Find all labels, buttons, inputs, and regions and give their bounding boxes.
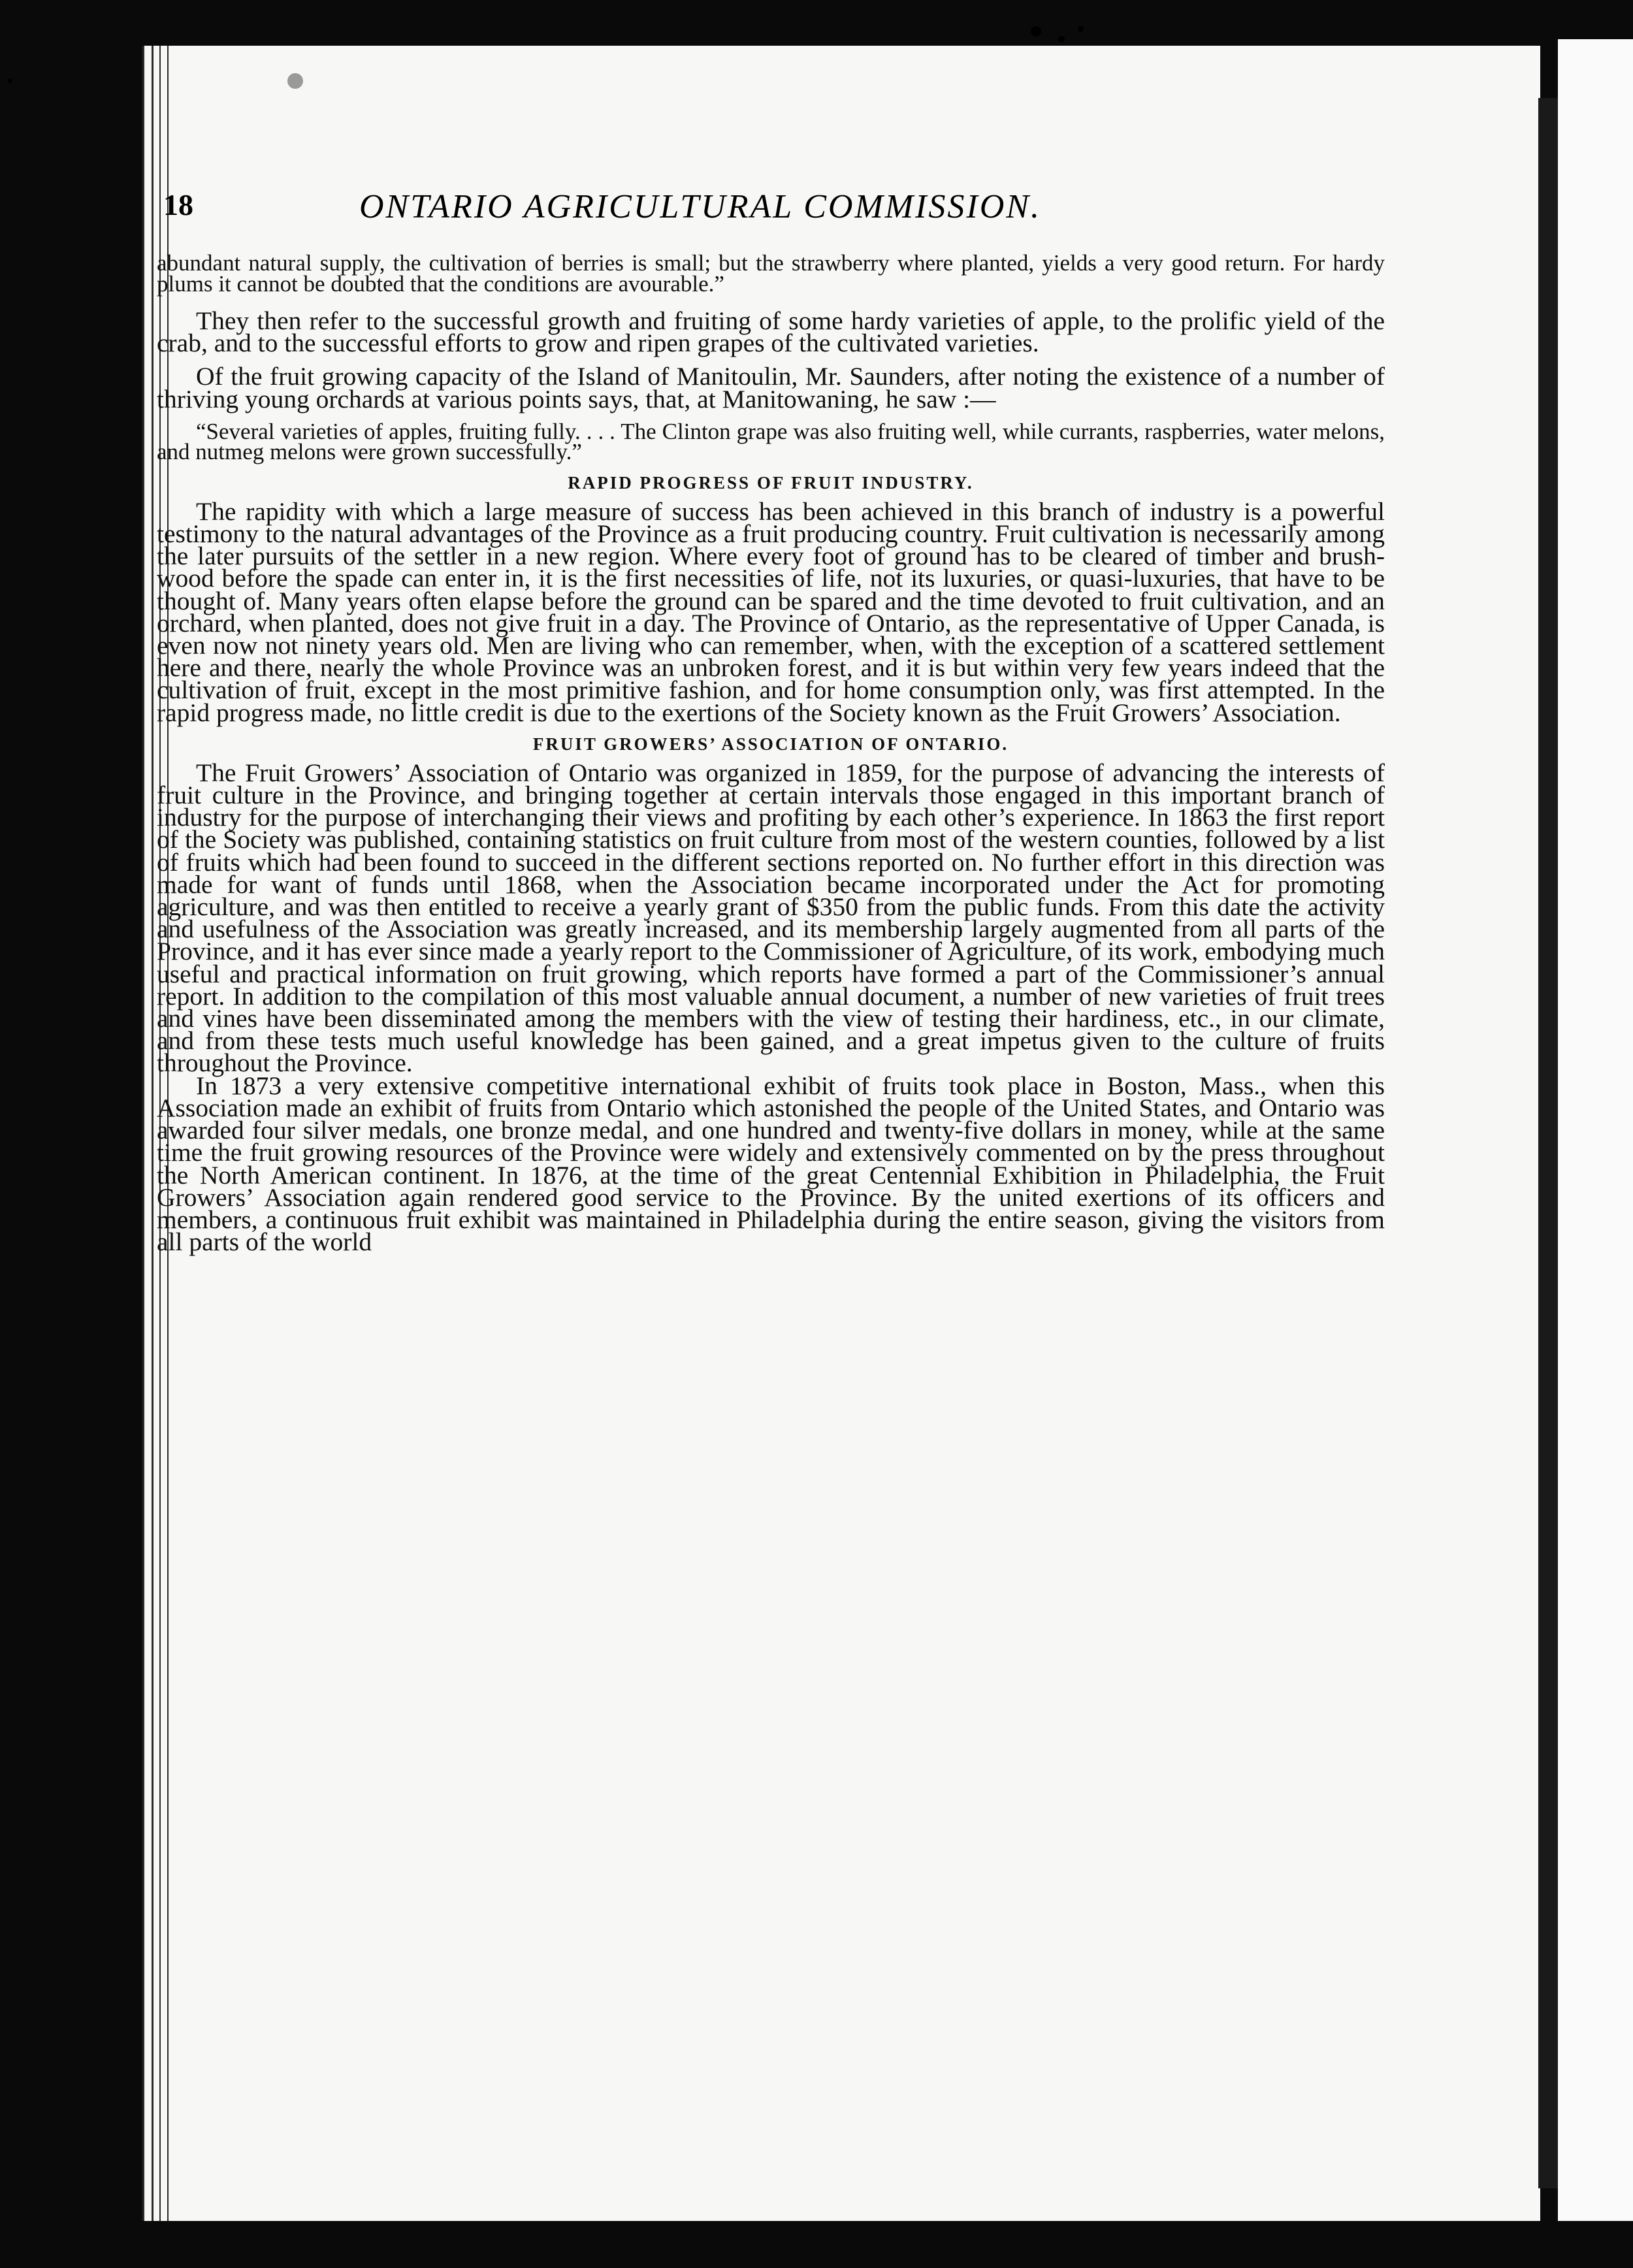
paragraph: The Fruit Growers’ Association of Ontario was organized in 1859, for the purpose of advancing the interests of fruit culture in the Province, and bringing together at certain intervals those engaged in this important branch of industry for the purpose of interchanging their views and profiting by each other’s experience. In 1863 the first report of the Society was published, containing statistics on fruit culture from most of the western counties, followed by a list of fruits which had been found to succeed in the different sections reported on. No further effort in this direction was made for want of funds until 1868, when the Association became incorporated under the Act for promoting agriculture, and was then entitled to receive a yearly grant of $350 from the public funds. From this date the activity and usefulness of the Association was greatly increased, and its membership largely augmented from all parts of the Province, and it has ever since made a yearly report to the Commissioner of Agriculture, of its work, embodying much useful and practical information on fruit growing, which reports have formed a part of the Commissioner’s annual report. In addition to the compilation of this most valuable annual document, a number of new varieties of fruit trees and vines have been disseminated among the members with the view of testing their hardiness, etc., in our climate, and from these tests much useful knowledge has been gained, and a great impetus given to the culture of fruits throughout the Province. bbox=[157, 758, 1385, 1078]
paragraph: Of the fruit growing capacity of the Island of Manitoulin, Mr. Saunders, after noting the existence of a number of thriving young orchards at various points says, that, at Manitowaning, he saw :— bbox=[157, 362, 1385, 413]
adjacent-page-strip bbox=[1558, 39, 1633, 2221]
scan-speck bbox=[1078, 26, 1084, 32]
section-heading: RAPID PROGRESS OF FRUIT INDUSTRY. bbox=[568, 472, 974, 493]
scan-speck bbox=[1058, 36, 1065, 42]
page-edge-shadow bbox=[1538, 98, 1558, 2188]
page-number: 18 bbox=[163, 188, 193, 221]
running-title: ONTARIO AGRICULTURAL COMMISSION. bbox=[359, 188, 1041, 225]
scan-speck bbox=[8, 78, 12, 83]
paragraph: They then refer to the successful growth and fruiting of some hardy varieties of apple, to the prolific yield of the crab, and to the successful efforts to grow and ripen grapes of the cultivated varieties. bbox=[157, 306, 1385, 358]
paragraph: In 1873 a very extensive competitive international exhibit of fruits took place in Boston, Mass., when this Association made an exhibit of fruits from Ontario which astonished the people of the United States, and Ontario was awarded four silver medals, one bronze medal, and one hundred and twenty-five dollars in money, while at the same time the fruit growing resources of the Province were widely and extensively commented on by the press throughout the North American continent. In 1876, at the time of the great Centennial Exhibition in Philadelphia, the Fruit Growers’ Association again rendered good service to the Province. By the united exertions of its officers and members, a continuous fruit exhibit was maintained in Philadelphia during the entire season, giving the visitors from all parts of the world bbox=[157, 1071, 1385, 1257]
binding-hole bbox=[287, 73, 303, 89]
binding-line bbox=[142, 46, 144, 2221]
paragraph: The rapidity with which a large measure of success has been achieved in this branch of industry is a powerful testimony to the natural advantages of the Province as a fruit producing country. Fruit cultivation is necessarily among the later pursuits of the settler in a new region. Where every foot of ground has to be cleared of timber and brush-wood before the spade can enter in, it is the first necessities of life, not its luxuries, or quasi-luxuries, that have to be thought of. Many years often elapse before the ground can be spared and the time devoted to fruit cultivation, and an orchard, when planted, does not give fruit in a day. The Province of Ontario, as the representative of Upper Canada, is even now not ninety years old. Men are living who can remember, when, with the exception of a scattered settlement here and there, nearly the whole Province was an unbroken forest, and it is but within very few years indeed that the cultivation of fruit, except in the most primitive fashion, and for home consumption only, was first attempted. In the rapid progress made, no little credit is due to the exertions of the Society known as the Fruit Growers’ Association. bbox=[157, 496, 1385, 727]
quote-continued-block bbox=[157, 250, 1385, 297]
quote-block bbox=[157, 418, 1385, 465]
section-heading: FRUIT GROWERS’ ASSOCIATION OF ONTARIO. bbox=[532, 734, 1009, 754]
quote: “Several varieties of apples, fruiting fully. . . . The Clinton grape was also fruiting well, while currants, raspberries, water melons, and nutmeg melons were grown successfully.” bbox=[157, 418, 1385, 465]
scan-speck bbox=[1031, 26, 1041, 37]
page-body bbox=[157, 250, 1385, 1257]
quote-continued: abundant natural supply, the cultivation of berries is small; but the strawberry where planted, yields a very good return. For hardy plums it cannot be doubted that the conditions are avourable.” bbox=[157, 250, 1385, 297]
binding-line bbox=[152, 46, 154, 2221]
page-header bbox=[163, 187, 1195, 233]
